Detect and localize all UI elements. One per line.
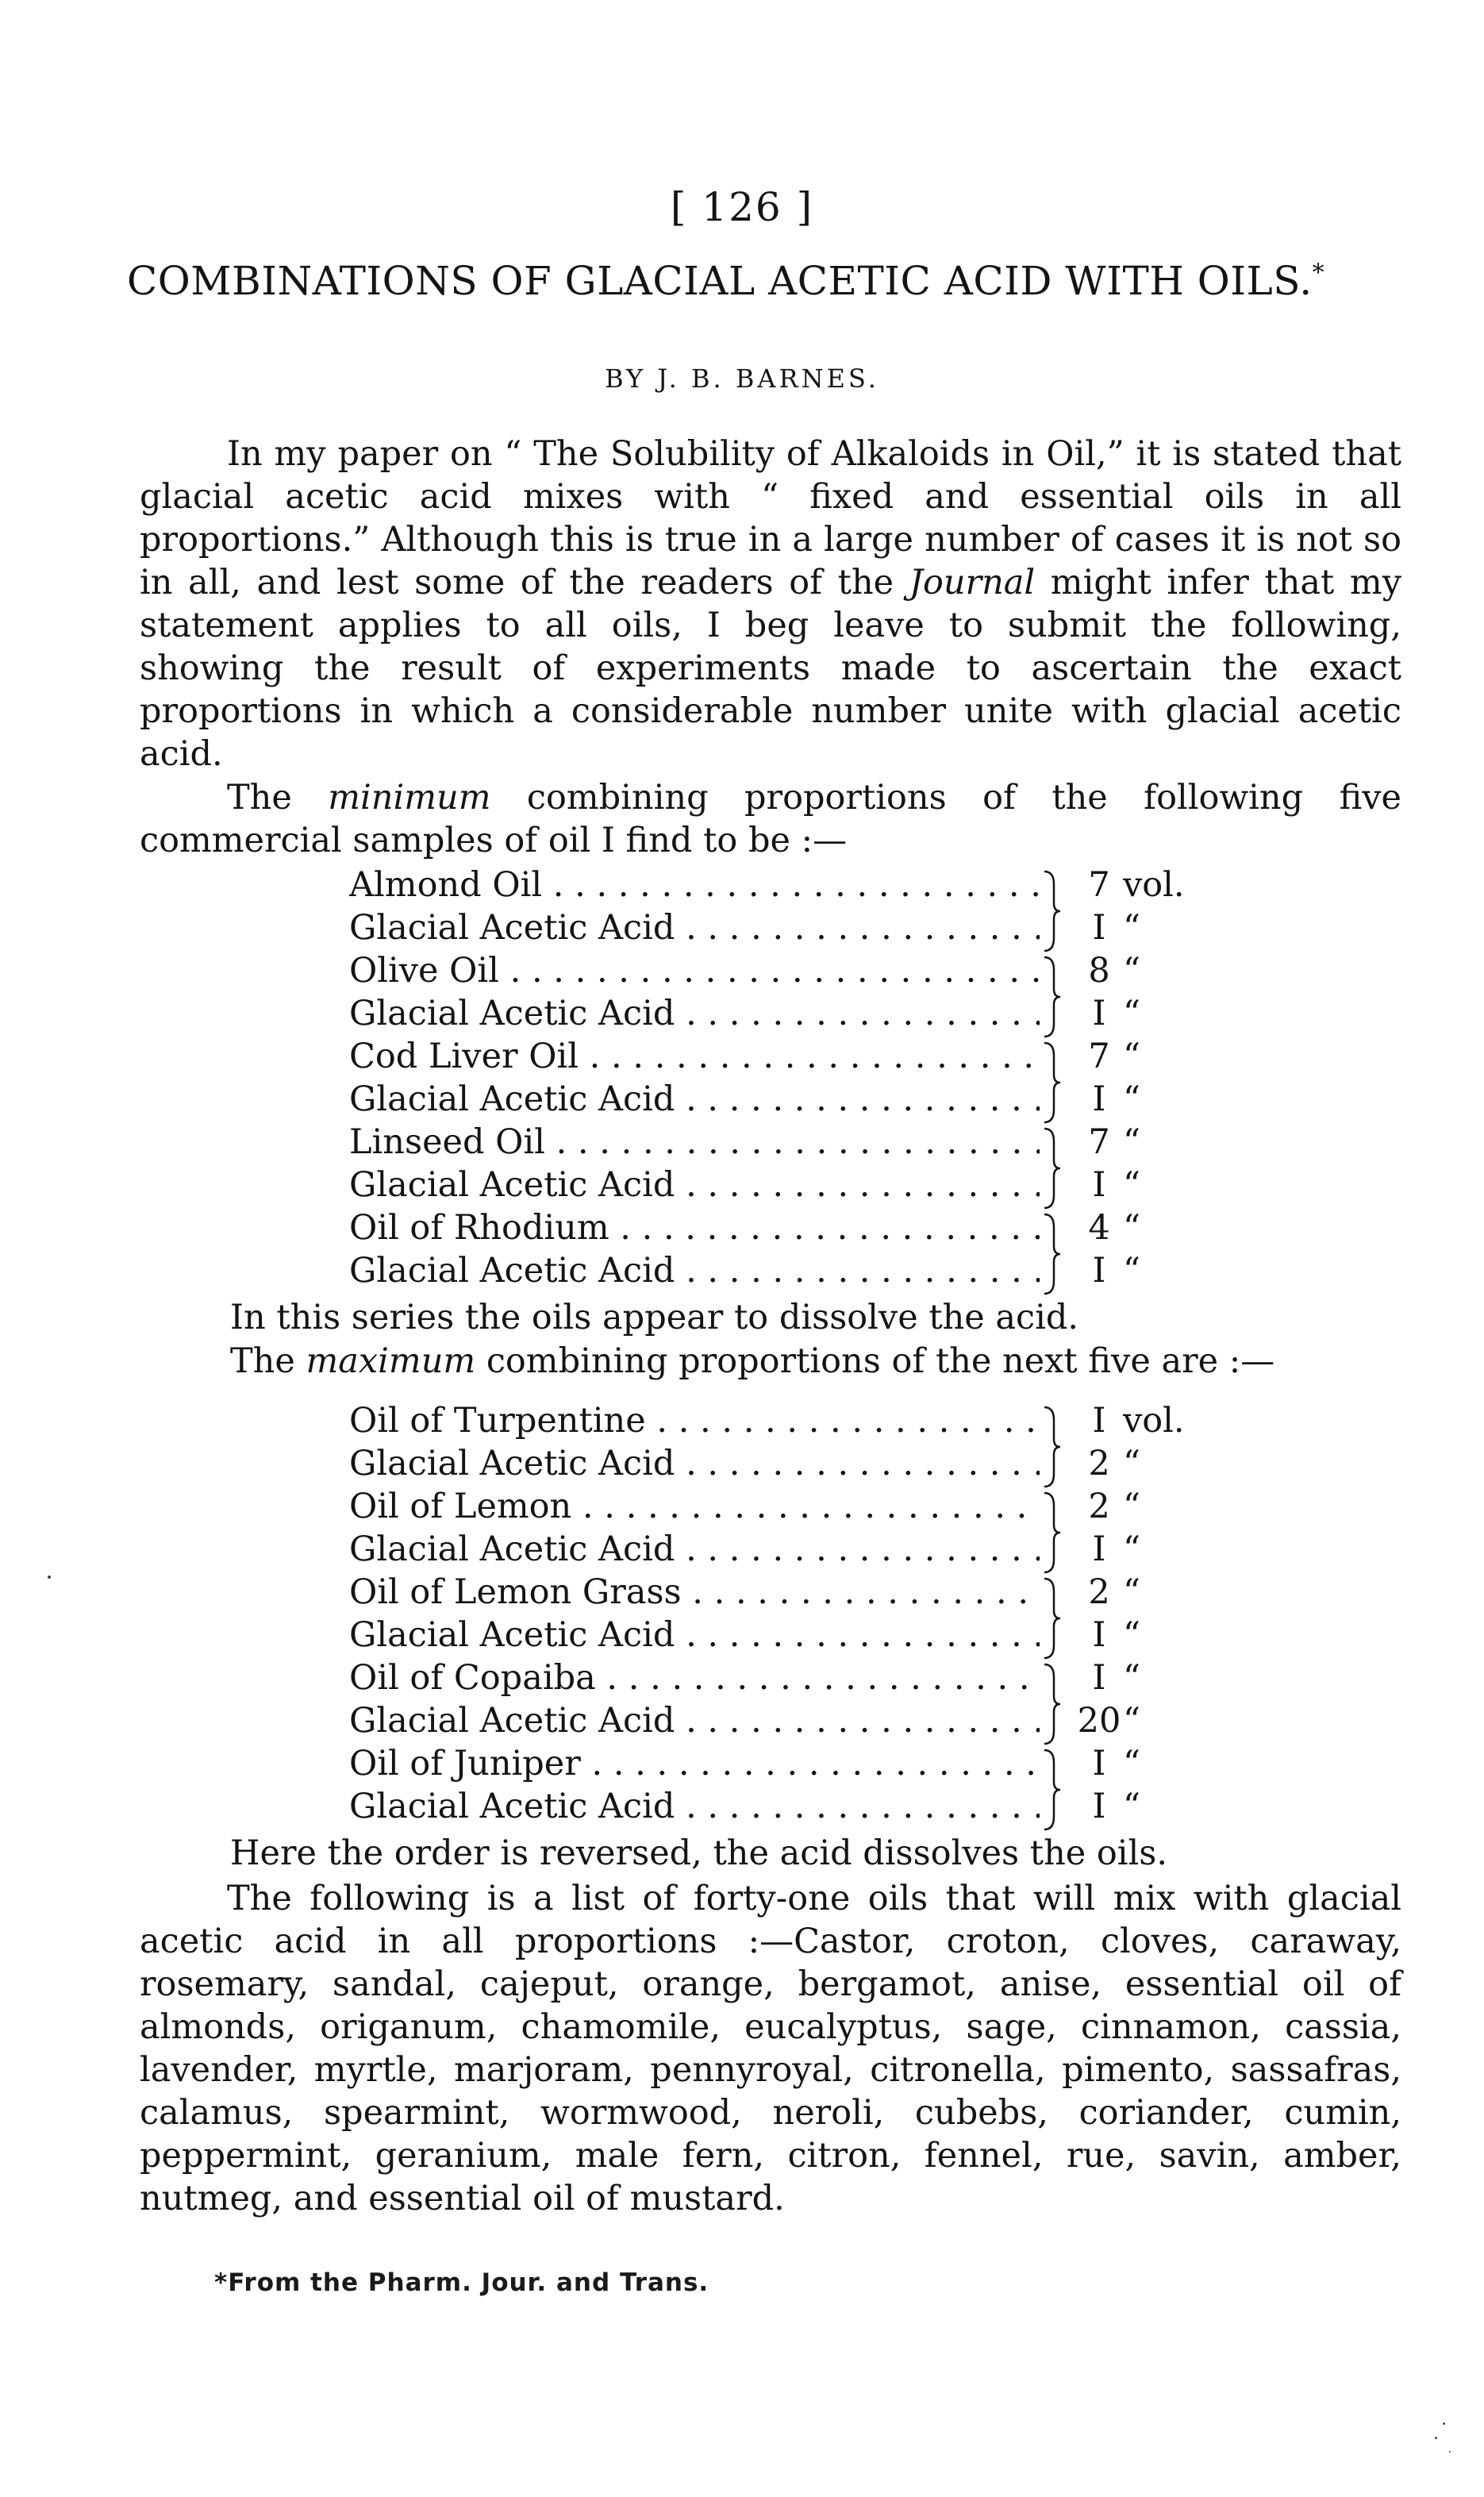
brace-icon bbox=[1041, 1576, 1065, 1661]
quantity: I bbox=[1092, 1658, 1106, 1698]
quantity: 7 bbox=[1088, 1037, 1110, 1076]
quantity: 2 bbox=[1088, 1572, 1110, 1612]
unit: “ bbox=[1123, 1744, 1140, 1783]
footnote-marker: * bbox=[1312, 259, 1325, 287]
brace-icon bbox=[1041, 1040, 1065, 1125]
table-row bbox=[349, 1444, 1206, 1487]
unit: “ bbox=[1123, 1529, 1140, 1569]
article-title-text: COMBINATIONS OF GLACIAL ACETIC ACID WITH OILS. bbox=[127, 258, 1313, 304]
scan-speck bbox=[1449, 2451, 1451, 2453]
table-row bbox=[349, 1615, 1206, 1658]
brace-icon bbox=[1041, 1661, 1065, 1747]
oil-name: Oil of Turpentine . . . bbox=[349, 1401, 1040, 1441]
oil-name: Linseed Oil . . . bbox=[349, 1122, 1040, 1162]
paragraph-intro-text-1: In my paper on “ The Solubility of Alkaloids in Oil,” it is stated that glacial acetic acid mixes with “ fixed and essential oils in all proportions.” Although this is true in a large number of cases it is not so in all, and lest some of the readers of the bbox=[140, 434, 1401, 602]
paragraph-minimum-text-2: combining proportions of the following five commercial samples of oil I find to be :— bbox=[140, 778, 1401, 860]
paragraph-intro bbox=[140, 433, 1401, 775]
reversal-note: Here the order is reversed, the acid dissolves the oils. bbox=[230, 1833, 1168, 1873]
table-row bbox=[349, 994, 1206, 1037]
brace-icon bbox=[1041, 954, 1065, 1040]
quantity: 2 bbox=[1088, 1444, 1110, 1483]
unit: “ bbox=[1123, 1251, 1140, 1291]
brace-icon bbox=[1041, 868, 1065, 954]
quantity: I bbox=[1092, 1615, 1106, 1655]
table-row bbox=[349, 1787, 1206, 1829]
quantity: 7 bbox=[1088, 865, 1110, 905]
emphasis-minimum: minimum bbox=[328, 778, 491, 818]
table-row bbox=[349, 951, 1206, 994]
oil-name: Glacial Acetic Acid . . . bbox=[349, 1165, 1040, 1205]
maximum-intro bbox=[230, 1341, 1421, 1381]
quantity: 8 bbox=[1088, 951, 1110, 991]
oil-name: Glacial Acetic Acid . . . bbox=[349, 908, 1040, 948]
quantity: I bbox=[1092, 1079, 1106, 1119]
quantity: I bbox=[1092, 908, 1106, 948]
maximum-intro-text-1: The bbox=[230, 1341, 306, 1381]
table-row bbox=[349, 1572, 1206, 1615]
unit: “ bbox=[1123, 994, 1140, 1033]
table-row bbox=[349, 908, 1206, 951]
byline: BY J. B. BARNES. bbox=[605, 364, 879, 394]
brace-icon bbox=[1041, 1490, 1065, 1576]
unit: “ bbox=[1123, 1165, 1140, 1205]
oil-name: Glacial Acetic Acid . . . bbox=[349, 994, 1040, 1033]
oil-name: Glacial Acetic Acid . . . bbox=[349, 1079, 1040, 1119]
oil-name: Glacial Acetic Acid . . . bbox=[349, 1444, 1040, 1483]
table-row bbox=[349, 1122, 1206, 1165]
scan-speck bbox=[48, 1576, 51, 1579]
table-row bbox=[349, 1401, 1206, 1444]
unit: “ bbox=[1123, 1487, 1140, 1526]
brace-icon bbox=[1041, 1211, 1065, 1297]
paragraph-intro-text-2: might infer that my statement applies to all oils, I beg leave to submit the following, showing the result of experiments made to ascertain the exact proportions in which a considerable number unite with glacial acetic acid. bbox=[140, 563, 1401, 774]
oil-name: Glacial Acetic Acid . . . bbox=[349, 1251, 1040, 1291]
oil-name: Glacial Acetic Acid . . . bbox=[349, 1787, 1040, 1826]
oil-name: Olive Oil . . . bbox=[349, 951, 1040, 991]
oil-list-text: The following is a list of forty-one oils that will mix with glacial acetic acid in all proportions :—Castor, croton, cloves, caraway, rosemary, sandal, cajeput, orange, bergamot, anise, essential oil of almonds, origanum, chamomile, eucalyptus, sage, cinnamon, cassia, lavender, myrtle, marjoram, pennyroyal, citronella, pimento, sassafras, calamus, spearmint, wormwood, neroli, cubebs, coriander, cumin, peppermint, geranium, male fern, citron, fennel, rue, savin, amber, nutmeg, and essential oil of mustard. bbox=[140, 1879, 1401, 2218]
quantity: 20 bbox=[1077, 1701, 1121, 1741]
unit: “ bbox=[1123, 1787, 1140, 1826]
table-row bbox=[349, 1701, 1206, 1744]
quantity: I bbox=[1092, 1251, 1106, 1291]
table-row bbox=[349, 1037, 1206, 1079]
maximum-proportions-table bbox=[349, 1401, 1206, 1829]
quantity: 2 bbox=[1088, 1487, 1110, 1526]
oil-name: Cod Liver Oil . . . bbox=[349, 1037, 1040, 1076]
paragraph-oil-list bbox=[140, 1877, 1401, 2220]
scan-speck bbox=[1443, 2422, 1445, 2425]
oil-name: Oil of Lemon Grass . . . bbox=[349, 1572, 1040, 1612]
unit: “ bbox=[1123, 1079, 1140, 1119]
unit: vol. bbox=[1123, 865, 1185, 905]
unit: “ bbox=[1123, 1615, 1140, 1655]
oil-name: Almond Oil . . . bbox=[349, 865, 1040, 905]
oil-name: Oil of Juniper . . . bbox=[349, 1744, 1040, 1783]
oil-name: Oil of Rhodium . . . bbox=[349, 1208, 1040, 1248]
quantity: 4 bbox=[1088, 1208, 1110, 1248]
unit: “ bbox=[1123, 1572, 1140, 1612]
oil-name: Oil of Lemon . . . bbox=[349, 1487, 1040, 1526]
brace-icon bbox=[1041, 1747, 1065, 1833]
unit: “ bbox=[1123, 1658, 1140, 1698]
oil-name: Glacial Acetic Acid . . . bbox=[349, 1529, 1040, 1569]
unit: “ bbox=[1123, 1208, 1140, 1248]
article-title bbox=[127, 258, 1413, 304]
oil-name: Oil of Copaiba . . . bbox=[349, 1658, 1040, 1698]
table-row bbox=[349, 1165, 1206, 1208]
unit: “ bbox=[1123, 951, 1140, 991]
scan-speck bbox=[1435, 2437, 1437, 2439]
table-row bbox=[349, 1208, 1206, 1251]
unit: “ bbox=[1123, 1444, 1140, 1483]
maximum-intro-text-2: combining proportions of the next five are :— bbox=[475, 1341, 1275, 1381]
emphasis-maximum: maximum bbox=[306, 1341, 476, 1381]
journal-title: Journal bbox=[909, 563, 1036, 602]
table-row bbox=[349, 1251, 1206, 1294]
quantity: I bbox=[1092, 1165, 1106, 1205]
page-number: [ 126 ] bbox=[670, 184, 814, 230]
table-row bbox=[349, 1487, 1206, 1529]
quantity: I bbox=[1092, 1529, 1106, 1569]
unit: “ bbox=[1123, 1037, 1140, 1076]
unit: vol. bbox=[1123, 1401, 1185, 1441]
oil-name: Glacial Acetic Acid . . . bbox=[349, 1701, 1040, 1741]
unit: “ bbox=[1123, 908, 1140, 948]
series-note: In this series the oils appear to dissolve the acid. bbox=[230, 1298, 1079, 1337]
table-row bbox=[349, 1744, 1206, 1787]
brace-icon bbox=[1041, 1125, 1065, 1211]
paragraph-minimum bbox=[140, 776, 1401, 862]
table-row bbox=[349, 1529, 1206, 1572]
unit: “ bbox=[1123, 1122, 1140, 1162]
quantity: 7 bbox=[1088, 1122, 1110, 1162]
table-row bbox=[349, 1079, 1206, 1122]
minimum-proportions-table bbox=[349, 865, 1206, 1294]
quantity: I bbox=[1092, 1401, 1106, 1441]
table-row bbox=[349, 865, 1206, 908]
table-row bbox=[349, 1658, 1206, 1701]
paragraph-minimum-text-1: The bbox=[227, 778, 329, 818]
quantity: I bbox=[1092, 1787, 1106, 1826]
footnote: *From the Pharm. Jour. and Trans. bbox=[214, 2268, 709, 2297]
brace-icon bbox=[1041, 1404, 1065, 1490]
quantity: I bbox=[1092, 994, 1106, 1033]
oil-name: Glacial Acetic Acid . . . bbox=[349, 1615, 1040, 1655]
quantity: I bbox=[1092, 1744, 1106, 1783]
unit: “ bbox=[1123, 1701, 1140, 1741]
